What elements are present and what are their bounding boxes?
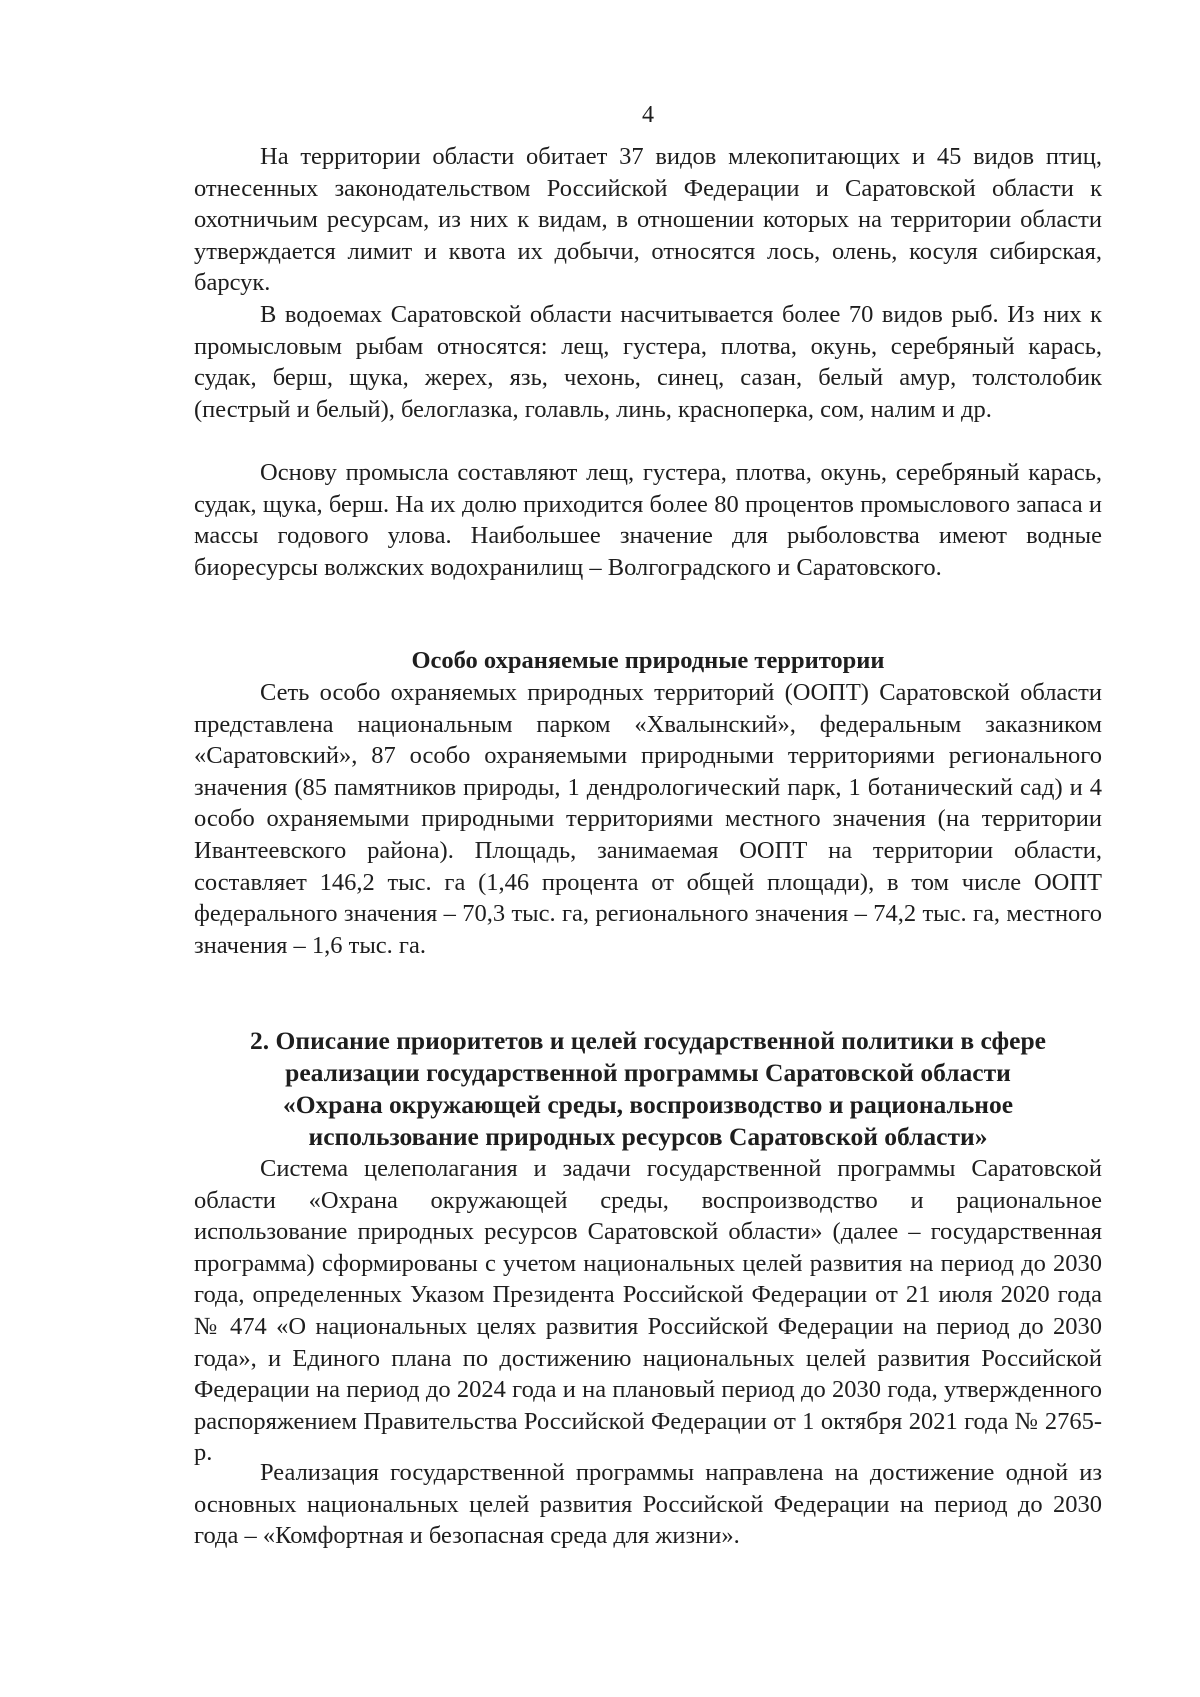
paragraph-goal-setting-system: Система целеполагания и задачи государственной программы Саратовской области «Охрана окружающей среды, воспроизводство и рациональное использование природных ресурсов Саратовской области» (далее – государственная программа) сформированы с учетом национальных целей развития на период до 2030 года, определенных Указом Президента Российской Федерации от 21 июля 2020 года № 474 «О национальных целях развития Российской Федерации на период до 2030 года», и Единого плана по достижению национальных целей развития Российской Федерации на период до 2024 года и на плановый период до 2030 года, утвержденного распоряжением Правительства Российской Федерации от 1 октября 2021 года № 2765-р.	[194, 1155, 1102, 1467]
heading-section-2-line-4: использование природных ресурсов Саратовской области»	[308, 1122, 988, 1151]
heading-section-2-line-2: реализации государственной программы Саратовской области	[285, 1058, 1011, 1087]
paragraph-fish-species: В водоемах Саратовской области насчитывается более 70 видов рыб. Из них к промысловым рыбам относятся: лещ, густера, плотва, окунь, серебряный карась, судак, берш, щука, жерех, язь, чехонь, синец, сазан, белый амур, толстолобик (пестрый и белый), белоглазка, голавль, линь, красноперка, сом, налим и др.	[194, 301, 1102, 423]
paragraph-fishing-basis: Основу промысла составляют лещ, густера, плотва, окунь, серебряный карась, судак, щука, берш. На их долю приходится более 80 процентов промыслового запаса и массы годового улова. Наибольшее значение для рыболовства имеют водные биоресурсы волжских водохранилищ – Волгоградского и Саратовского.	[194, 459, 1102, 581]
paragraph-hunting-resources: На территории области обитает 37 видов млекопитающих и 45 видов птиц, отнесенных законодательством Российской Федерации и Саратовской области к охотничьим ресурсам, из них к видам, в отношении которых на территории области утверждается лимит и квота их добычи, относятся лось, олень, косуля сибирская, барсук.	[194, 143, 1102, 297]
heading-protected-areas: Особо охраняемые природные территории	[411, 647, 885, 674]
paragraph-program-implementation: Реализация государственной программы направлена на достижение одной из основных национальных целей развития Российской Федерации на период до 2030 года – «Комфортная и безопасная среда для жизни».	[194, 1459, 1102, 1550]
heading-section-2-line-1: 2. Описание приоритетов и целей государственной политики в сфере	[250, 1026, 1046, 1055]
page-number: 4	[642, 102, 654, 128]
heading-section-2	[188, 1025, 1108, 1153]
heading-section-2-line-3: «Охрана окружающей среды, воспроизводство и рациональное	[282, 1090, 1014, 1119]
paragraph-protected-areas-network: Сеть особо охраняемых природных территорий (ООПТ) Саратовской области представлена национальным парком «Хвалынский», федеральным заказником «Саратовский», 87 особо охраняемыми природными территориями регионального значения (85 памятников природы, 1 дендрологический парк, 1 ботанический сад) и 4 особо охраняемыми природными территориями местного значения (на территории Ивантеевского района). Площадь, занимаемая ООПТ на территории области, составляет 146,2 тыс. га (1,46 процента от общей площади), в том числе ООПТ федерального значения – 70,3 тыс. га, регионального значения – 74,2 тыс. га, местного значения – 1,6 тыс. га.	[194, 679, 1102, 959]
